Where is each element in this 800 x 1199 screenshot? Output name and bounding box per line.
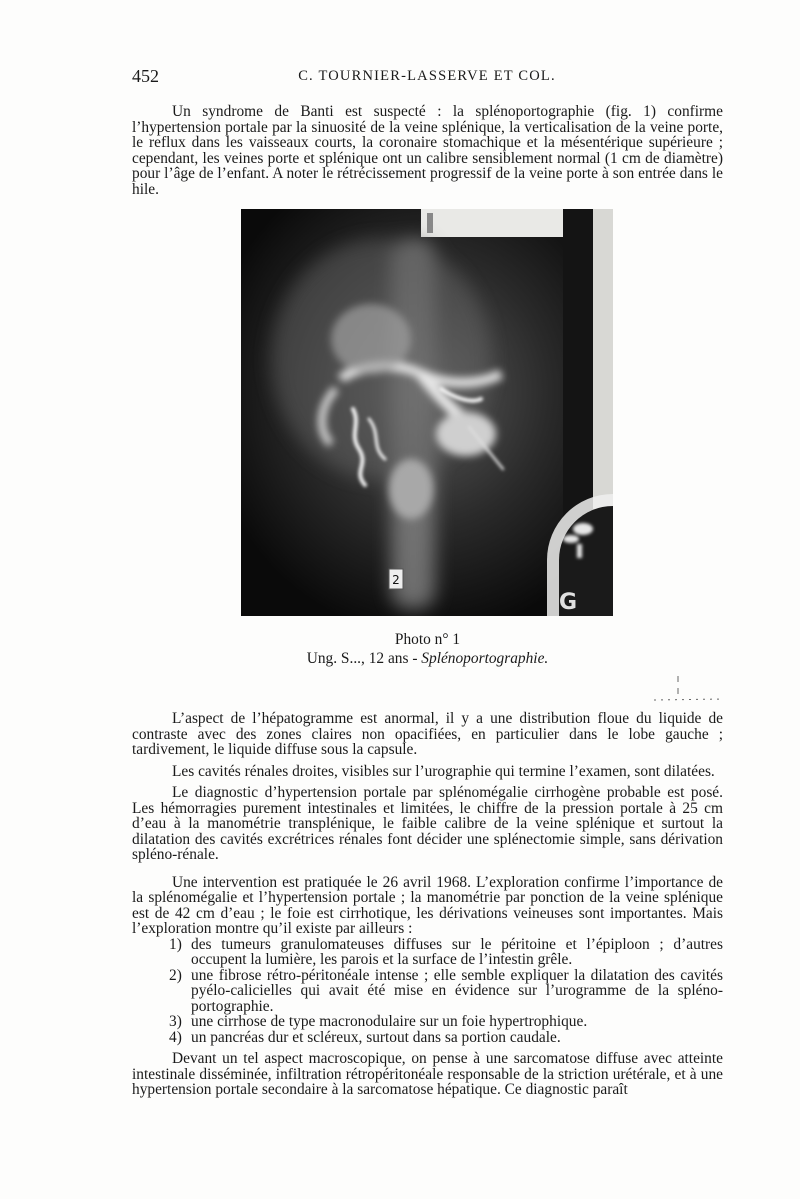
paragraph-hepatogram: L’aspect de l’hépatogramme est anormal, il y a une distribution floue du liquide de contraste avec des zones claires non opacifiées, en particulier dans le lobe gauche ; tardivement, le liquide diffuse sous la capsule. (132, 710, 723, 758)
intro-paragraph: Un syndrome de Banti est suspecté : la splénoportographie (fig. 1) confirme l’hypertension portale par la sinuosité de la veine splénique, la verticalisation de la veine porte, le reflux dans les vaisseaux courts, la coronaire stomachique et la mésentérique supérieure ; cependant, les veines porte et splénique ont un calibre sensiblement normal (1 cm de diamètre) pour l’âge de l’enfant. A noter le rétrécissement progressif de la veine porte à son entrée dans le hile. (132, 103, 723, 198)
list-item-number: 4) (169, 1028, 182, 1046)
paragraph-intervention: Une intervention est pratiquée le 26 avril 1968. L’exploration confirme l’importance de la splénomégalie et l’hypertension portale ; la manométrie par ponction de la veine splénique est de 42 cm d’eau ; le foie est cirrhotique, les dérivations veineuses sont importantes. Mais l’exploration montre qu’il existe par ailleurs : (132, 873, 723, 937)
page-header (132, 66, 722, 88)
list-item-text: une fibrose rétro-péritonéale intense ; elle semble expliquer la dilatation des cavités pyélo-calicielles qui avait été mise en évidence sur l’urogramme de la spléno-portographie. (191, 966, 723, 1015)
radiograph-figure (241, 209, 613, 616)
radiograph-image (241, 209, 613, 616)
intro-text-block (132, 104, 723, 197)
list-item-text: une cirrhose de type macronodulaire sur un foie hypertrophique. (191, 1013, 588, 1030)
list-item (169, 968, 723, 1015)
list-item (169, 937, 723, 968)
list-item-number: 3) (169, 1013, 182, 1030)
paragraph-diagnosis: Le diagnostic d’hypertension portale par splénomégalie cirrhogène probable est posé. Les hémorragies purement intestinales et limitées, le chiffre de la pression portale à 25 cm d’eau à la manométrie transplénique, le faible calibre de la veine splénique et surtout la dilatation des cavités excrétrices rénales font décider une splénectomie simple, sans dérivation spléno-rénale. (132, 784, 723, 863)
findings-list (132, 937, 723, 1046)
list-item-text: des tumeurs granulomateuses diffuses sur le péritoine et l’épiploon ; d’autres occupent la lumière, les parois et la surface de l’intestin grêle. (191, 935, 723, 968)
list-item-number: 1) (169, 935, 182, 953)
list-item-text: un pancréas dur et scléreux, surtout dans sa portion caudale. (191, 1028, 561, 1046)
paragraph-renal-cavities: Les cavités rénales droites, visibles sur l’urographie qui termine l’examen, sont dilatées. (172, 762, 715, 780)
caption-subtitle (132, 649, 723, 668)
paragraph-conclusion: Devant un tel aspect macroscopique, on pense à une sarcomatose diffuse avec atteinte intestinale disséminée, infiltration rétropéritonéale responsable de la striction urétérale, et à une hypertension portale secondaire à la sarcomatose hépatique. Ce diagnostic paraît (132, 1050, 723, 1098)
caption-title: Photo n° 1 (394, 631, 461, 648)
calibration-marker-bottom (389, 569, 403, 589)
running-head: C. TOURNIER-LASSERVE ET COL. (298, 68, 556, 84)
body-text-block (132, 711, 723, 1098)
marker-letter: G (559, 590, 578, 615)
list-item (169, 1014, 723, 1030)
stray-print-marks (648, 672, 728, 712)
list-item-number: 2) (169, 966, 182, 984)
list-item (169, 1030, 723, 1046)
caption-subtitle-plain: Ung. S..., 12 ans - (306, 650, 422, 667)
figure-caption (132, 630, 723, 668)
marker-number: 2 (392, 573, 400, 587)
page-number: 452 (132, 66, 159, 86)
caption-subtitle-italic: Splénoportographie. (421, 650, 549, 667)
